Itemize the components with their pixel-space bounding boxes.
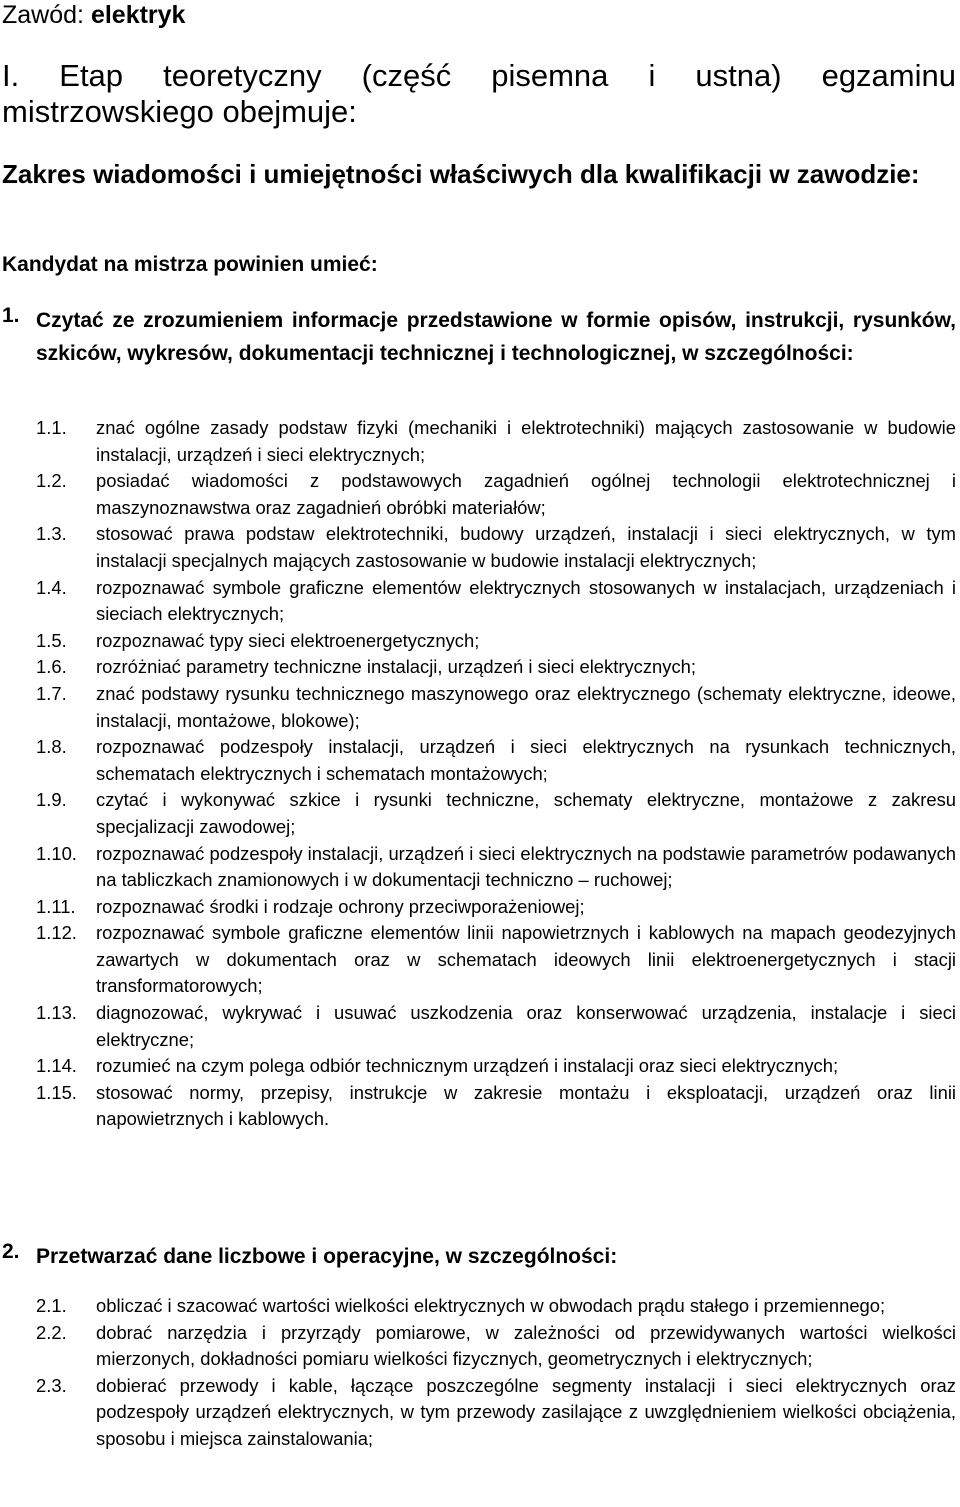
list-item <box>0 681 960 734</box>
list-item <box>0 521 960 574</box>
list-item <box>0 894 960 921</box>
item-number: 1.7. <box>36 682 67 704</box>
list-item <box>0 1000 960 1053</box>
section-number: 1. <box>2 304 20 327</box>
item-text: obliczać i szacować wartości wielkości elektrycznych w obwodach prądu stałego i przemiennego; <box>96 1295 886 1316</box>
item-number: 1.9. <box>36 789 67 811</box>
item-text: stosować prawa podstaw elektrotechniki, budowy urządzeń, instalacji i sieci elektrycznych, w tym instalacji specjalnych mających zastosowanie w budowie instalacji elektrycznych; <box>96 523 956 571</box>
item-text: znać podstawy rysunku technicznego maszynowego oraz elektrycznego (schematy elektryczne, ideowe, instalacji, montażowe, blokowe); <box>96 682 956 731</box>
item-text: rozpoznawać podzespoły instalacji, urządzeń i sieci elektrycznych na podstawie parametrów podawanych na tabliczkach znamionowych i w dokumentacji techniczno – ruchowej; <box>96 842 956 891</box>
item-text: rozpoznawać symbole graficzne elementów linii napowietrznych i kablowych na mapach geodezyjnych zawartych w dokumentach oraz w schematach ideowych linii elektroenergetycznych i stacji transformatorowych; <box>96 922 956 997</box>
item-text: rozpoznawać typy sieci elektroenergetycznych; <box>96 629 480 651</box>
item-text: rozpoznawać środki i rodzaje ochrony przeciwporażeniowej; <box>96 895 585 917</box>
item-number: 1.14. <box>36 1055 77 1077</box>
item-text: dobierać przewody i kable, łączące poszczególne segmenty instalacji i sieci elektrycznych oraz podzespoły urządzeń elektrycznych, w tym przewody zasilające z uwzględnieniem wielkości obciążenia, sposobu i miejsca zainstalowania; <box>96 1374 956 1449</box>
candidate-heading: Kandydat na mistrza powinien umieć: <box>2 253 378 276</box>
list-item <box>0 468 960 521</box>
item-text: diagnozować, wykrywać i usuwać uszkodzenia oraz konserwować urządzenia, instalacje i sieci elektryczne; <box>96 1002 956 1050</box>
list-item <box>0 654 960 681</box>
section-heading-text: Przetwarzać dane liczbowe i operacyjne, w szczególności: <box>36 1245 618 1268</box>
list-item <box>0 415 960 468</box>
scope-heading: Zakres wiadomości i umiejętności właściwych dla kwalifikacji w zawodzie: <box>2 159 920 189</box>
item-number: 1.2. <box>36 470 67 492</box>
list-item <box>0 1320 960 1373</box>
item-text: rozpoznawać symbole graficzne elementów elektrycznych stosowanych w instalacjach, urządzeniach i sieciach elektrycznych; <box>96 576 956 625</box>
item-text: rozumieć na czym polega odbiór technicznym urządzeń i instalacji oraz sieci elektrycznych; <box>96 1055 839 1077</box>
item-number: 1.13. <box>36 1002 77 1024</box>
stage-heading: I. Etap teoretyczny (część pisemna i ustna) egzaminu mistrzowskiego obejmuje: <box>2 58 956 129</box>
item-text: znać ogólne zasady podstaw fizyki (mechaniki i elektrotechniki) mających zastosowanie w budowie instalacji, urządzeń i sieci elektrycznych; <box>96 417 956 465</box>
item-text: dobrać narzędzia i przyrządy pomiarowe, w zależności od przewidywanych wartości wielkości mierzonych, dokładności pomiaru wielkości fizycznych, geometrycznych i elektrycznych; <box>96 1321 956 1370</box>
list-item <box>0 628 960 655</box>
list-item <box>0 1080 960 1133</box>
occupation-label: Zawód: <box>2 1 91 29</box>
item-number: 1.15. <box>36 1081 77 1103</box>
list-item <box>0 787 960 840</box>
item-text: rozpoznawać podzespoły instalacji, urządzeń i sieci elektrycznych na rysunkach technicznych, schematach elektrycznych i schematach montażowych; <box>96 736 956 784</box>
item-number: 1.8. <box>36 736 67 758</box>
item-number: 1.3. <box>36 523 67 545</box>
list-item <box>0 841 960 894</box>
item-number: 1.6. <box>36 656 67 678</box>
item-text: czytać i wykonywać szkice i rysunki techniczne, schematy elektryczne, montażowe z zakresu specjalizacji zawodowej; <box>96 789 956 837</box>
item-number: 1.1. <box>36 417 67 438</box>
section-2-list <box>0 1293 960 1453</box>
item-number: 1.12. <box>36 922 77 944</box>
item-number: 1.10. <box>36 842 77 864</box>
list-item <box>0 1293 960 1320</box>
occupation-value: elektryk <box>90 1 186 29</box>
item-text: stosować normy, przepisy, instrukcje w zakresie montażu i eksploatacji, urządzeń oraz linii napowietrznych i kablowych. <box>96 1081 956 1130</box>
list-item <box>0 920 960 1000</box>
item-number: 2.2. <box>36 1321 67 1343</box>
item-text: posiadać wiadomości z podstawowych zagadnień ogólnej technologii elektrotechnicznej i maszynoznawstwa oraz zagadnień obróbki materiałów; <box>96 470 956 518</box>
section-heading-text: Czytać ze zrozumieniem informacje przedstawione w formie opisów, instrukcji, rysunków, szkiców, wykresów, dokumentacji technicznej i technologicznej, w szczególności: <box>36 309 956 365</box>
list-item <box>0 1373 960 1453</box>
item-number: 1.5. <box>36 629 67 651</box>
item-number: 1.11. <box>36 895 76 917</box>
item-number: 2.3. <box>36 1374 67 1396</box>
list-item <box>0 734 960 787</box>
section-1-list <box>0 415 960 1133</box>
item-number: 1.4. <box>36 576 67 598</box>
list-item <box>0 575 960 628</box>
section-number: 2. <box>2 1240 20 1263</box>
item-text: rozróżniać parametry techniczne instalacji, urządzeń i sieci elektrycznych; <box>96 656 696 678</box>
list-item <box>0 1053 960 1080</box>
occupation-title <box>2 0 185 30</box>
item-number: 2.1. <box>36 1295 67 1316</box>
